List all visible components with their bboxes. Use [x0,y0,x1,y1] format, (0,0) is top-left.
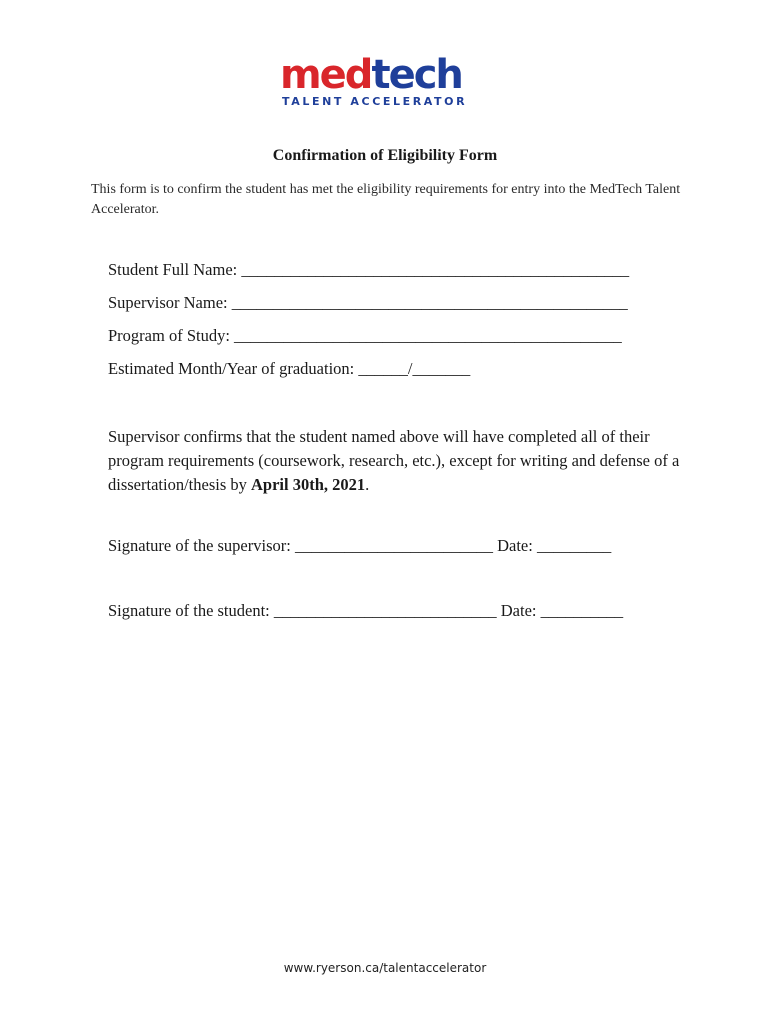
supervisor-name-field[interactable]: Supervisor Name: ________________________________________________ [108,293,628,312]
confirmation-end: . [365,475,370,494]
confirmation-deadline: April 30th, 2021 [251,475,366,494]
graduation-date-field[interactable]: Estimated Month/Year of graduation: ______/_______ [108,359,471,378]
logo-tech-text: tech [371,52,462,98]
medtech-logo-graphic [278,52,492,108]
student-full-name-field[interactable]: Student Full Name: _______________________________________________ [108,260,630,279]
footer-url: www.ryerson.ca/talentaccelerator [283,961,487,975]
logo-tagline: TALENT ACCELERATOR [282,95,468,108]
form-title: Confirmation of Eligibility Form [272,147,498,164]
logo-med-text: med [280,52,372,98]
intro-text: This form is to confirm the student has met the eligibility requirements for entry into the MedTech Talent Accelerator. [91,182,681,217]
svg-text:medtech [280,52,462,98]
confirmation-body: Supervisor confirms that the student named above will have completed all of their program requirements (coursework, research, etc.), except for writing and defense of a dissertation/thesis by [108,427,680,494]
student-signature-field[interactable]: Signature of the student: ___________________________ Date: __________ [108,601,624,620]
medtech-logo [278,52,492,108]
supervisor-confirmation-text [108,425,688,497]
supervisor-signature-field[interactable]: Signature of the supervisor: ________________________ Date: _________ [108,536,612,555]
program-of-study-field[interactable]: Program of Study: _______________________________________________ [108,326,622,345]
